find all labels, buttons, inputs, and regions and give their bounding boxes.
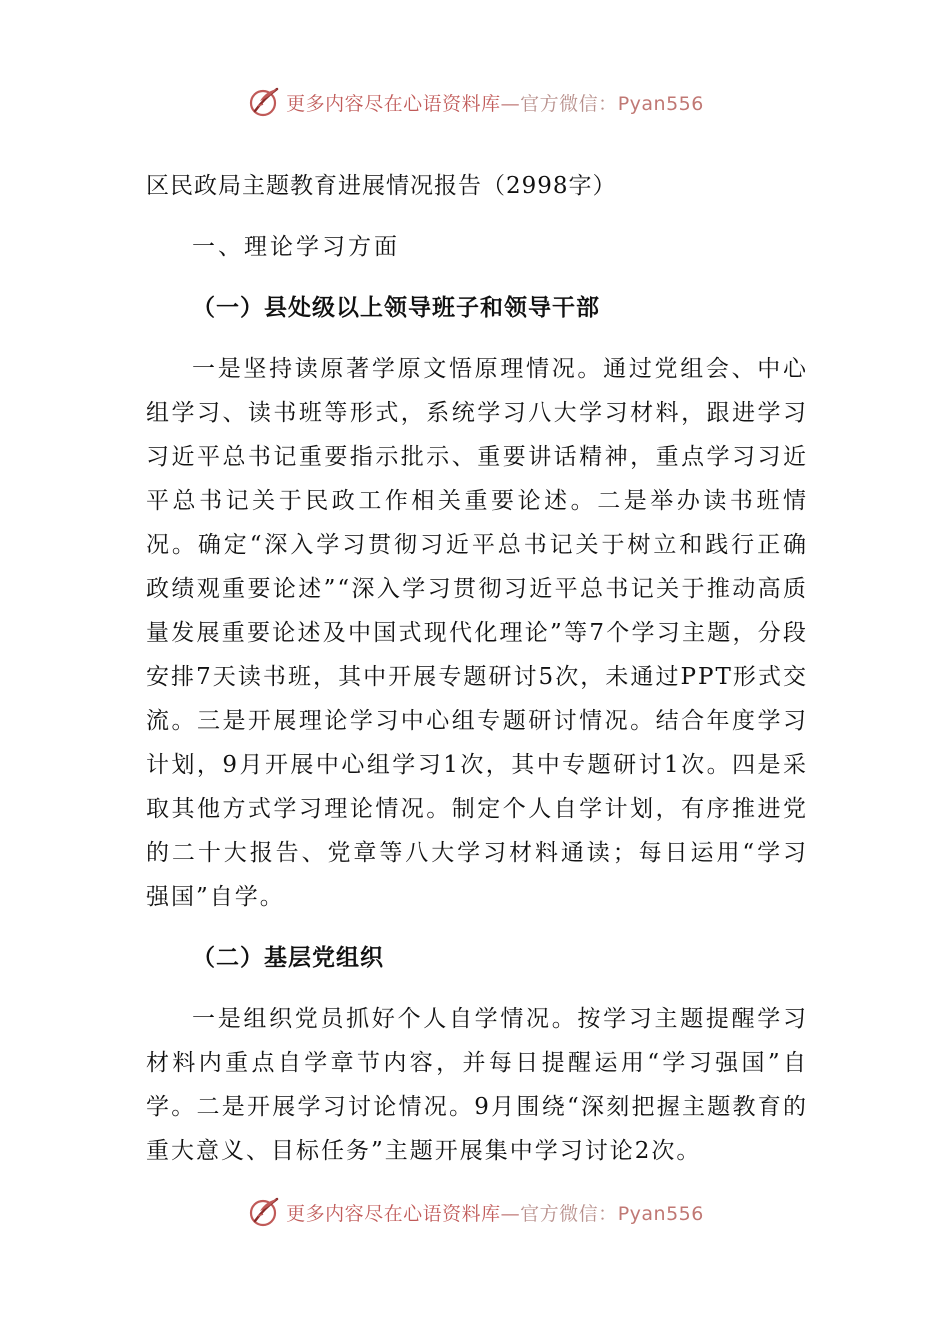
watermark-wechat-id: Pyan556 bbox=[617, 92, 704, 115]
subsection-heading-2: （二）基层党组织 bbox=[192, 945, 384, 971]
watermark-separator: — bbox=[500, 92, 521, 115]
watermark-separator: — bbox=[500, 1202, 521, 1225]
feather-quill-logo-icon bbox=[246, 84, 282, 120]
paragraph-2: 一是组织党员抓好个人自学情况。按学习主题提醒学习材料内重点自学章节内容，并每日提醒运用“学习强国”自学。二是开展学习讨论情况。9月围绕“深刻把握主题教育的重大意义、目标任务”主题开展集中学习讨论2次。 bbox=[146, 1006, 808, 1164]
feather-quill-logo-icon bbox=[246, 1194, 282, 1230]
footer-watermark bbox=[0, 1192, 950, 1232]
watermark-brand: 更多内容尽在心语资料库 bbox=[286, 92, 501, 115]
watermark-note: 官方微信： bbox=[520, 1202, 618, 1225]
watermark-text bbox=[286, 89, 704, 116]
watermark-note: 官方微信： bbox=[520, 92, 618, 115]
watermark-text bbox=[286, 1199, 704, 1226]
watermark-wechat-id: Pyan556 bbox=[617, 1202, 704, 1225]
watermark-brand: 更多内容尽在心语资料库 bbox=[286, 1202, 501, 1225]
document-title: 区民政局主题教育进展情况报告（2998字） bbox=[146, 173, 617, 199]
subsection-heading-1: （一）县处级以上领导班子和领导干部 bbox=[192, 295, 600, 321]
document-body bbox=[146, 164, 808, 1190]
paragraph-1: 一是坚持读原著学原文悟原理情况。通过党组会、中心组学习、读书班等形式，系统学习八大学习材料，跟进学习习近平总书记重要指示批示、重要讲话精神，重点学习习近平总书记关于民政工作相关重要论述。二是举办读书班情况。确定“深入学习贯彻习近平总书记关于树立和践行正确政绩观重要论述”“深入学习贯彻习近平总书记关于推动高质量发展重要论述及中国式现代化理论”等7个学习主题，分段安排7天读书班，其中开展专题研讨5次，未通过PPT形式交流。三是开展理论学习中心组专题研讨情况。结合年度学习计划，9月开展中心组学习1次，其中专题研讨1次。四是采取其他方式学习理论情况。制定个人自学计划，有序推进党的二十大报告、党章等八大学习材料通读；每日运用“学习强国”自学。 bbox=[146, 356, 808, 910]
header-watermark bbox=[0, 82, 950, 122]
section-heading: 一、理论学习方面 bbox=[192, 234, 400, 260]
